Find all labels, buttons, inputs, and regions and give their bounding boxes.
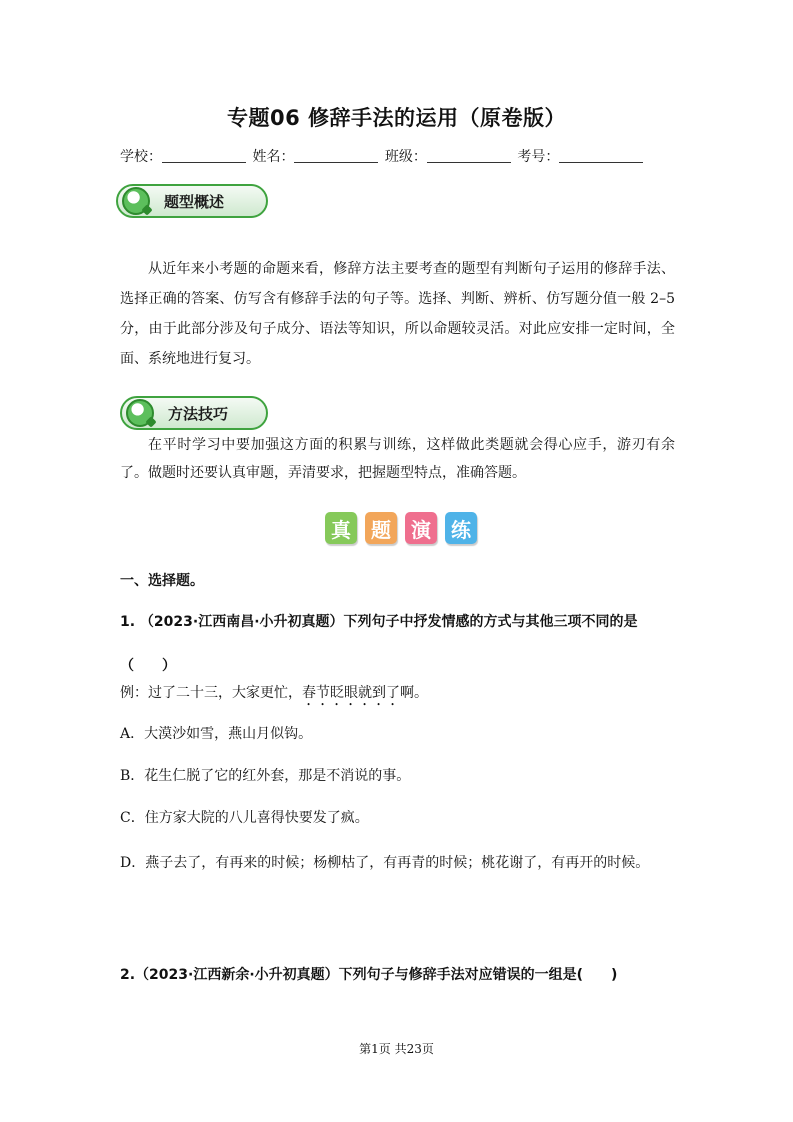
school-label: 学校： <box>120 149 162 165</box>
example-emphasized: 春节眨眼就到了 <box>302 685 400 701</box>
option-a: A．大漠沙如雪，燕山月似钩。 <box>120 726 313 742</box>
student-info-line <box>120 146 645 166</box>
exam-number-label: 考号： <box>517 149 560 165</box>
class-label: 班级： <box>384 149 427 165</box>
class-blank <box>427 148 511 163</box>
page-title: 专题06 修辞手法的运用（原卷版） <box>226 106 567 130</box>
option-b: B．花生仁脱了它的红外套，那是不消说的事。 <box>120 768 411 784</box>
example-prefix: 例：过了二十三，大家更忙， <box>120 685 302 701</box>
speech-bubble-icon <box>126 399 154 427</box>
part-heading: 一、选择题。 <box>120 573 204 589</box>
overview-label: 题型概述 <box>164 192 225 211</box>
practice-tile: 练 <box>445 512 477 544</box>
question-1-example <box>120 682 428 709</box>
practice-tile: 题 <box>365 512 397 544</box>
practice-banner <box>325 512 477 544</box>
practice-tile: 演 <box>405 512 437 544</box>
school-blank <box>162 148 246 163</box>
name-blank <box>294 148 378 163</box>
option-d: D．燕子去了，有再来的时候；杨柳枯了，有再青的时候；桃花谢了，有再开的时候。 <box>120 855 650 871</box>
overview-paragraph: 从近年来小考题的命题来看，修辞方法主要考查的题型有判断句子运用的修辞手法、选择正确的答案、仿写含有修辞手法的句子等。选择、判断、辨析、仿写题分值一般 2–5 分，由于此部分涉及句子成分、语法等知识，所以命题较灵活。对此应安排一定时间，全面、系统地进行复习。 <box>120 261 675 367</box>
page-footer: 第1页 共23页 <box>359 1042 434 1056</box>
speech-bubble-icon <box>122 187 150 215</box>
example-suffix: 啊。 <box>400 685 428 701</box>
question-1-stem: 1. （2023·江西南昌·小升初真题）下列句子中抒发情感的方式与其他三项不同的是（ ） <box>120 614 638 674</box>
exam-number-blank <box>559 148 643 163</box>
method-badge <box>120 396 268 430</box>
practice-tile: 真 <box>325 512 357 544</box>
method-label: 方法技巧 <box>168 404 229 423</box>
name-label: 姓名： <box>252 149 295 165</box>
method-paragraph: 在平时学习中要加强这方面的积累与训练，这样做此类题就会得心应手，游刃有余了。做题时还要认真审题，弄清要求，把握题型特点，准确答题。 <box>120 437 675 481</box>
question-2-stem: 2.（2023·江西新余·小升初真题）下列句子与修辞手法对应错误的一组是( ) <box>120 967 618 983</box>
overview-badge <box>116 184 268 218</box>
option-c: C．住方家大院的八儿喜得快要发了疯。 <box>120 810 369 826</box>
